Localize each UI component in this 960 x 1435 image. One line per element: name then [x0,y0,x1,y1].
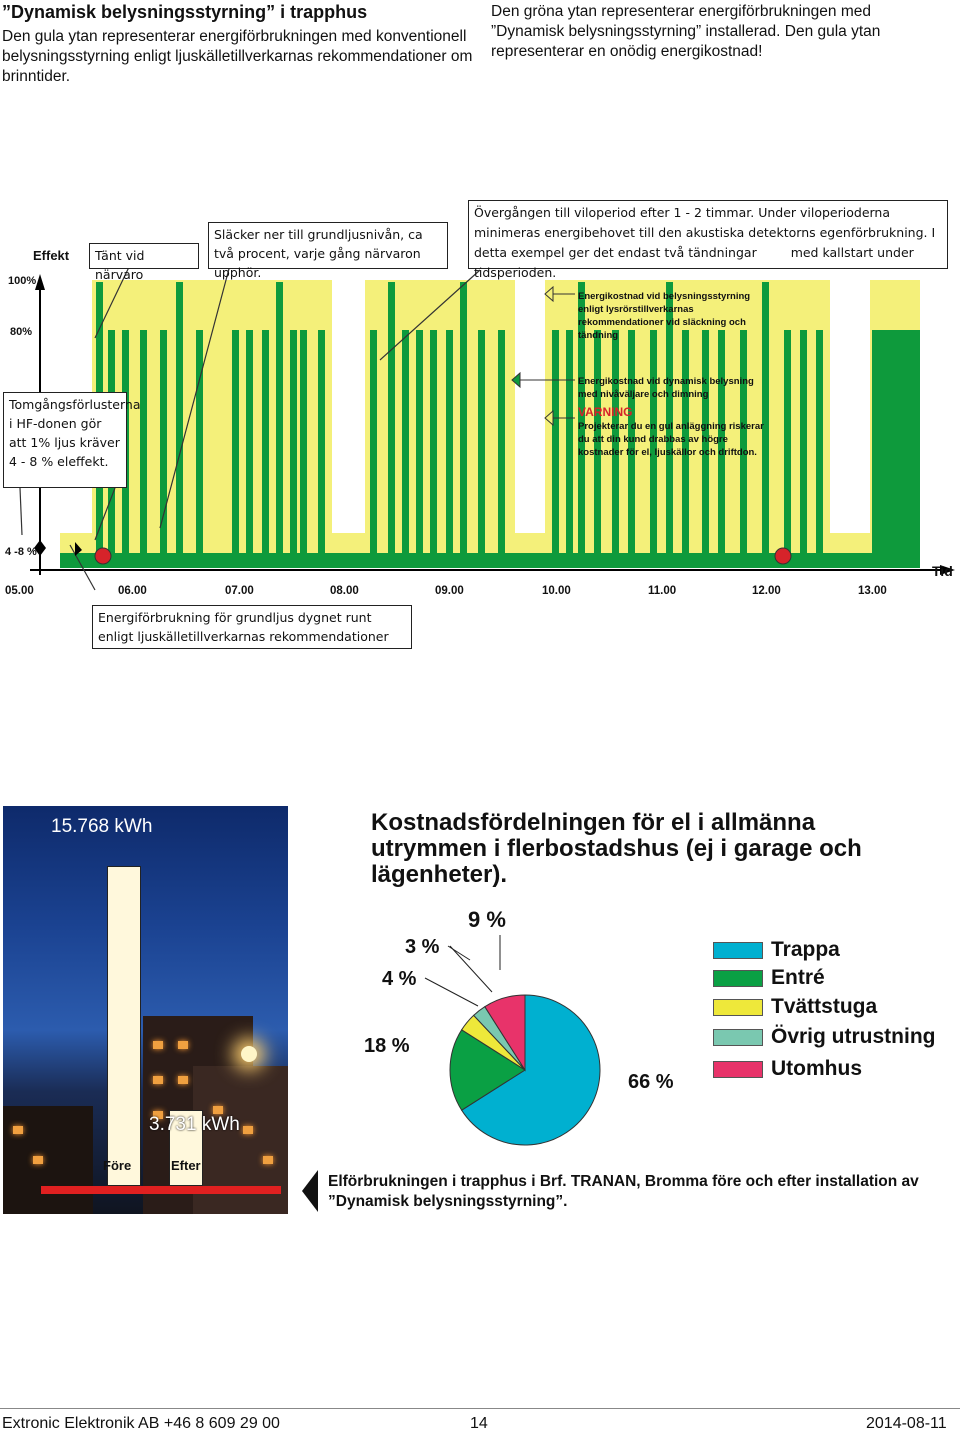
legend-label: Trappa [771,938,840,961]
pct-trappa: 66 % [628,1071,674,1093]
box-overgang [468,200,948,280]
page-title: ”Dynamisk belysningsstyrning” i trapphus [2,2,368,22]
green-bar [160,330,167,565]
y-label-100: 100% [8,275,37,287]
pie-caption: Elförbrukningen i trapphus i Brf. TRANAN, Bromma före och efter installation av ”Dynamisk belysningsstyrning”. [328,1173,919,1210]
green-bar [176,282,183,565]
legend-item [713,938,840,962]
green-bar [800,330,807,565]
green-bar [140,330,147,565]
pie-chart [340,900,720,1160]
note-dynamisk: Energikostnad vid dynamisk belysning med nivåväljare och dimning [578,376,754,400]
green-bar [498,330,505,565]
green-bar [318,330,325,565]
before-label: Före [103,1158,132,1173]
pie-title: Kostnadsfördelningen för el i allmänna utrymmen i flerbostadshus (ej i garage och lägenheter). [371,809,862,888]
note-lysror: Energikostnad vid belysningsstyrning enligt lysrörstillverkarnas rekommendationer vid släckning och tändning [578,291,751,341]
footer-page: 14 [470,1415,488,1432]
footer-rule [0,1408,960,1409]
box-tant: Tänt vid närvaro [89,243,199,269]
green-bar [402,330,409,565]
time-label: 05.00 [5,585,34,597]
green-bar [446,330,453,565]
effekt-label: Effekt [33,248,70,263]
bar-base [41,1186,281,1194]
header-left-text: Den gula ytan representerar energiförbrukningen med konventionell belysningsstyrning enligt ljuskälletillverkarnas rekommendationer om brinntider. [2,28,473,85]
caption-arrow [300,1168,320,1214]
time-label: 12.00 [752,585,781,597]
legend-label: Utomhus [771,1057,862,1080]
before-value: 15.768 kWh [51,816,153,837]
green-bar [276,282,283,565]
box-slacker: Släcker ner till grundljusnivån, ca två procent, varje gång närvaron upphör. [208,222,448,269]
pct-tvattstuga: 4 % [382,968,417,990]
time-label: 06.00 [118,585,147,597]
legend-swatch [713,942,763,959]
time-label: 07.00 [225,585,254,597]
green-bar [784,330,791,565]
time-label: 11.00 [648,585,677,597]
green-bar [232,330,239,565]
y-axis-arrow [35,274,45,290]
ignition-dot [775,548,791,564]
green-bar [460,282,467,565]
yellow-block [365,280,515,540]
after-value: 3.731 kWh [149,1114,240,1135]
pie-leader [450,946,492,992]
legend-label: Tvättstuga [771,995,878,1018]
legend-label: Entré [771,966,825,989]
green-bar [566,330,573,565]
time-label: 13.00 [858,585,887,597]
leader-line [20,488,22,535]
diagram-bars [60,280,920,568]
tid-label: Tid [932,563,953,579]
green-bar [370,330,377,565]
legend-swatch [713,999,763,1016]
time-label: 09.00 [435,585,464,597]
building-photo [3,806,288,1214]
green-bar [430,330,437,565]
warning-text: Projekterar du en gul anläggning riskerar du att din kund drabbas av högre kostnader för el, ljuskällor och driftdon. [578,421,764,458]
footer-date: 2014-08-11 [866,1415,947,1432]
box-tomgang: Tomgångsförlusterna i HF-donen gör att 1% ljus kräver 4 - 8 % eleffekt. [3,392,127,488]
legend-swatch [713,970,763,987]
green-bar [388,282,395,565]
legend-item [713,1025,936,1049]
street-lamp [241,1046,257,1062]
green-block [872,330,920,565]
green-bar [478,330,485,565]
legend-item [713,966,825,990]
box-overgang-text: Övergången till viloperiod efter 1 - 2 timmar. Under viloperioderna minimeras energibehovet till den akustiska detektorns egenförbrukning. I detta exempel ger det endast två tändningar [474,205,936,260]
legend-item [713,1057,862,1081]
box-grundljus: Energiförbrukning för grundljus dygnet runt enligt ljuskälletillverkarnas rekommendationer [92,605,412,649]
footer-company: Extronic Elektronik AB +46 8 609 29 00 [2,1415,280,1432]
time-label: 08.00 [330,585,359,597]
green-bar [290,330,297,565]
time-label: 10.00 [542,585,571,597]
legend-item [713,995,877,1019]
green-bar [262,330,269,565]
green-bar [196,330,203,565]
pie-leader [425,978,478,1006]
legend-label: Övrig utrustning [771,1025,936,1048]
warning-title: VARNING [578,405,633,419]
green-bar [416,330,423,565]
green-bar [246,330,253,565]
building-shape [3,1106,93,1214]
green-bar [816,330,823,565]
pct-utomhus: 9 % [468,907,506,932]
legend-swatch [713,1029,763,1046]
after-label: Efter [171,1158,201,1173]
before-bar [107,866,141,1186]
legend-swatch [713,1061,763,1078]
y-label-80: 80% [10,326,33,338]
header-right-text: Den gröna ytan representerar energiförbrukningen med ”Dynamisk belysningsstyrning” installerad. Den gula ytan representerar en onödig energikostnad! [491,3,881,60]
green-bar [300,330,307,565]
pct-entre: 18 % [364,1035,410,1057]
green-bar [552,330,559,565]
box-overgang-text-2: med kallstart under tidsperioden. [474,245,914,280]
y-label-low: 4 -8 % [5,546,37,558]
pct-ovrig: 3 % [405,936,440,958]
ignition-dot [95,548,111,564]
